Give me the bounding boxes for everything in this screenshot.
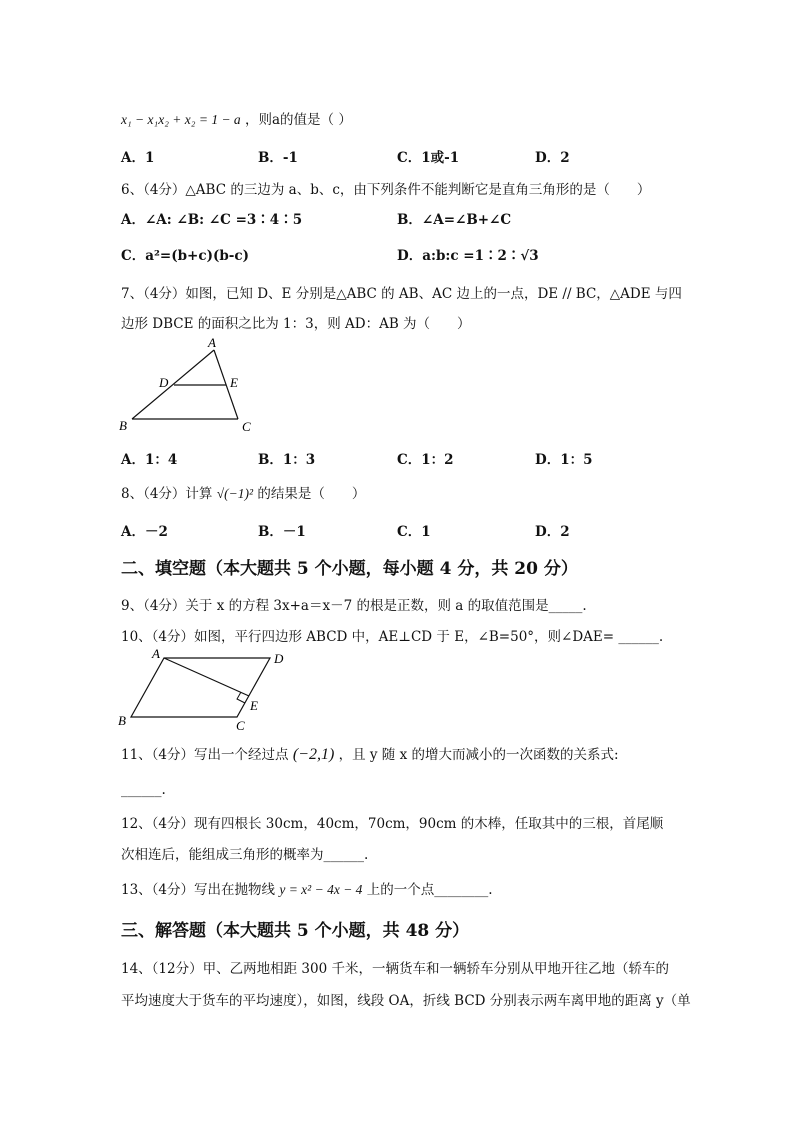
- q6-stem: 6、（4分）△ABC 的三边为 a、b、c，由下列条件不能判断它是直角三角形的是（ ）: [121, 182, 651, 198]
- q10-parallelogram-figure: [112, 644, 302, 734]
- q7-label-a: A: [208, 335, 216, 350]
- q5-option-a: A．1: [121, 150, 155, 166]
- q7-stem-line1: 7、（4分）如图，已知 D、E 分别是△ABC 的 AB、AC 边上的一点，DE // BC，△ADE 与四: [121, 286, 682, 302]
- q8-expression: √(−1)²: [216, 486, 254, 501]
- q7-label-e: E: [230, 375, 238, 390]
- q7-option-c: C．1：2: [397, 452, 454, 468]
- q10-label-b: B: [118, 713, 126, 728]
- q5-formula: x₁ − x₁x₂ + x₂ = 1 − a: [121, 112, 241, 127]
- q13-stem: [121, 878, 493, 898]
- q13-prefix: 13、（4分）写出在抛物线: [121, 882, 276, 898]
- q8-option-b: B．－1: [258, 524, 306, 540]
- q13-suffix: 上的一个点________.: [366, 882, 493, 898]
- q8-stem: [121, 482, 365, 502]
- q5-option-b: B．-1: [258, 150, 298, 166]
- q8-option-d: D．2: [535, 524, 570, 540]
- q7-option-a: A．1：4: [121, 452, 178, 468]
- q8-prefix: 8、（4分）计算: [121, 486, 213, 502]
- q7-option-b: B．1：3: [258, 452, 316, 468]
- q12-stem-line2: 次相连后，能组成三角形的概率为______.: [121, 847, 369, 863]
- q8-suffix: 的结果是（ ）: [257, 486, 366, 502]
- q6-option-c: C．a²=(b+c)(b-c): [121, 248, 249, 264]
- q10-label-c: C: [236, 718, 245, 733]
- q12-stem-line1: 12、（4分）现有四根长 30cm，40cm，70cm，90cm 的木棒，任取其中的三根，首尾顺: [121, 816, 664, 832]
- q7-label-b: B: [119, 418, 127, 433]
- q14-stem-line2: 平均速度大于货车的平均速度），如图，线段 OA，折线 BCD 分别表示两车离甲地的距离 y（单: [121, 993, 691, 1009]
- section-3-heading: 三、解答题（本大题共 5 个小题，共 48 分）: [121, 921, 470, 941]
- q11-prefix: 11、（4分）写出一个经过点: [121, 747, 289, 763]
- q5-stem-text: ，则a的值是（ ）: [244, 112, 352, 128]
- q7-label-d: D: [159, 375, 169, 390]
- q14-stem-line1: 14、（12分）甲、乙两地相距 300 千米，一辆货车和一辆轿车分别从甲地开往乙地（轿车的: [121, 961, 669, 977]
- q6-option-a: A．∠A: ∠B: ∠C =3∶4∶5: [121, 212, 303, 228]
- section-2-heading: 二、填空题（本大题共 5 个小题，每小题 4 分，共 20 分）: [121, 559, 578, 579]
- q10-label-e: E: [250, 698, 258, 713]
- q11-answer-blank: ______.: [121, 782, 166, 798]
- q11-suffix: ，且 y 随 x 的增大而减小的一次函数的关系式:: [338, 747, 619, 763]
- q13-formula: y = x² − 4x − 4: [279, 882, 363, 897]
- q7-label-c: C: [242, 419, 251, 434]
- q10-label-a: A: [152, 646, 160, 661]
- q5-stem: [121, 108, 352, 128]
- q7-triangle-figure: [112, 334, 272, 438]
- q6-option-d: D．a:b:c =1∶2∶√3: [397, 248, 539, 264]
- q11-stem: [121, 743, 619, 764]
- q7-stem-line2: 边形 DBCE 的面积之比为 1：3，则 AD：AB 为（ ）: [121, 316, 471, 332]
- q11-point: (−2,1): [292, 746, 335, 763]
- q10-segment-ae: [164, 658, 249, 696]
- q6-option-b: B．∠A=∠B+∠C: [397, 212, 512, 228]
- q5-option-d: D．2: [535, 150, 570, 166]
- q5-option-c: C．1或-1: [397, 150, 460, 166]
- q10-label-d: D: [274, 651, 284, 666]
- q7-option-d: D．1：5: [535, 452, 593, 468]
- q9-stem: 9、（4分）关于 x 的方程 3x+a＝x－7 的根是正数，则 a 的取值范围是_____.: [121, 598, 587, 614]
- q8-option-a: A．－2: [121, 524, 168, 540]
- q10-stem: 10、（4分）如图，平行四边形 ABCD 中，AE⊥CD 于 E，∠B=50°，则∠DAE= ______.: [121, 629, 664, 645]
- q8-option-c: C．1: [397, 524, 431, 540]
